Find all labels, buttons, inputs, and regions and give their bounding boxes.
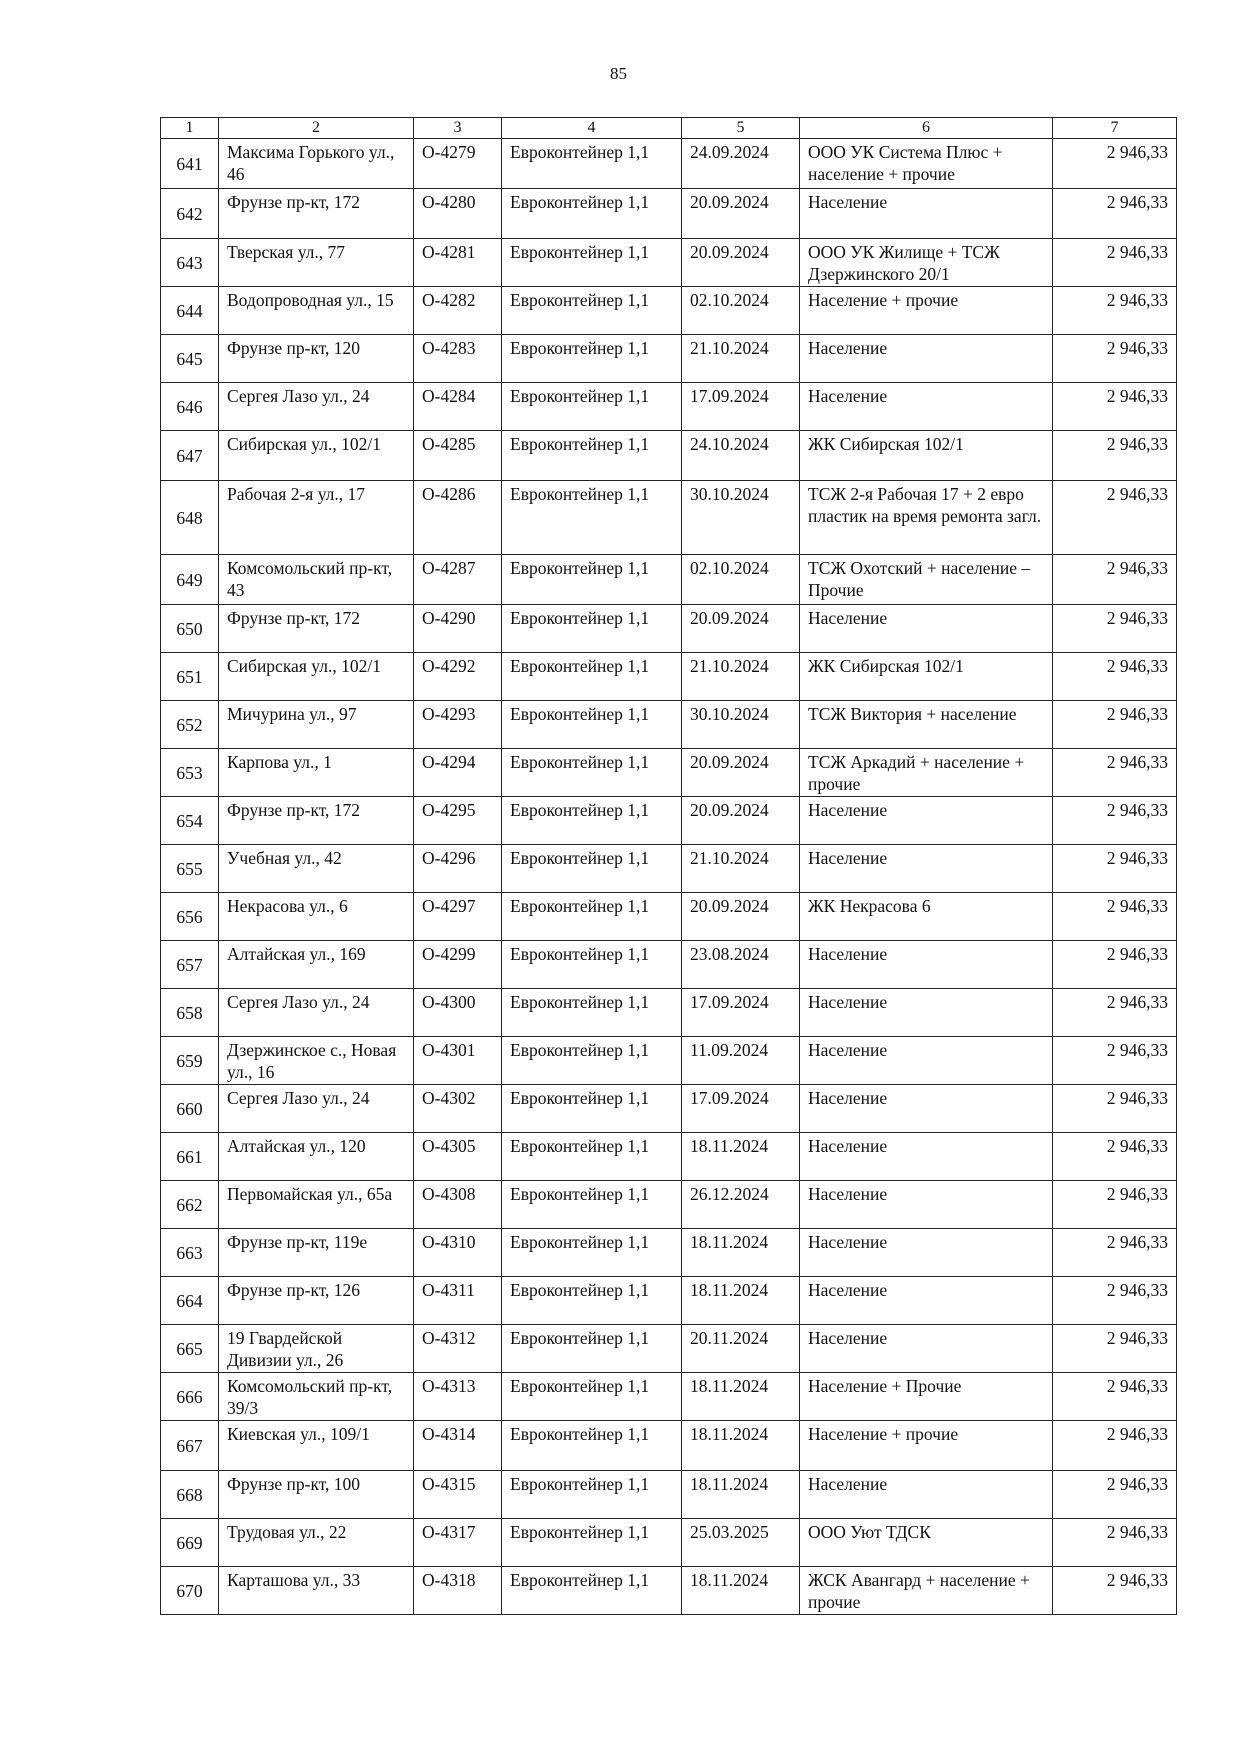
container-cell: Евроконтейнер 1,1 [502,335,682,383]
date-cell: 02.10.2024 [682,287,800,335]
address-cell: Алтайская ул., 169 [219,941,414,989]
date-cell: 26.12.2024 [682,1181,800,1229]
owner-cell: Население [800,1277,1053,1325]
date-cell: 23.08.2024 [682,941,800,989]
table-row [161,1421,1177,1471]
address-cell: Фрунзе пр-кт, 172 [219,189,414,239]
table-row [161,383,1177,431]
owner-cell: Население [800,1471,1053,1519]
row-number: 659 [161,1037,219,1085]
code-cell: О-4285 [414,431,502,481]
code-cell: О-4294 [414,749,502,797]
address-cell: Тверская ул., 77 [219,239,414,287]
owner-cell: Население + Прочие [800,1373,1053,1421]
date-cell: 18.11.2024 [682,1229,800,1277]
code-cell: О-4282 [414,287,502,335]
page-number: 85 [610,64,627,83]
amount-cell: 2 946,33 [1053,239,1177,287]
address-cell: Фрунзе пр-кт, 172 [219,797,414,845]
table-row [161,1181,1177,1229]
amount-cell: 2 946,33 [1053,1519,1177,1567]
code-cell: О-4315 [414,1471,502,1519]
container-cell: Евроконтейнер 1,1 [502,1037,682,1085]
code-cell: О-4286 [414,481,502,555]
row-number: 662 [161,1181,219,1229]
date-cell: 18.11.2024 [682,1373,800,1421]
owner-cell: ТСЖ Аркадий + население + прочие [800,749,1053,797]
container-cell: Евроконтейнер 1,1 [502,1325,682,1373]
amount-cell: 2 946,33 [1053,431,1177,481]
table-row [161,1471,1177,1519]
date-cell: 17.09.2024 [682,989,800,1037]
owner-cell: ООО Уют ТДСК [800,1519,1053,1567]
code-cell: О-4293 [414,701,502,749]
container-cell: Евроконтейнер 1,1 [502,481,682,555]
container-cell: Евроконтейнер 1,1 [502,139,682,189]
code-cell: О-4310 [414,1229,502,1277]
owner-cell: ТСЖ Охотский + население – Прочие [800,555,1053,605]
table-row [161,1567,1177,1615]
address-cell: Алтайская ул., 120 [219,1133,414,1181]
row-number: 642 [161,189,219,239]
amount-cell: 2 946,33 [1053,1373,1177,1421]
table-row [161,189,1177,239]
table-row [161,431,1177,481]
row-number: 667 [161,1421,219,1471]
owner-cell: Население [800,383,1053,431]
row-number: 670 [161,1567,219,1615]
row-number: 641 [161,139,219,189]
code-cell: О-4290 [414,605,502,653]
code-cell: О-4299 [414,941,502,989]
address-cell: Киевская ул., 109/1 [219,1421,414,1471]
code-cell: О-4279 [414,139,502,189]
date-cell: 20.09.2024 [682,239,800,287]
amount-cell: 2 946,33 [1053,1181,1177,1229]
amount-cell: 2 946,33 [1053,287,1177,335]
row-number: 663 [161,1229,219,1277]
amount-cell: 2 946,33 [1053,1421,1177,1471]
amount-cell: 2 946,33 [1053,845,1177,893]
address-cell: Водопроводная ул., 15 [219,287,414,335]
address-cell: Фрунзе пр-кт, 119е [219,1229,414,1277]
code-cell: О-4296 [414,845,502,893]
table-row [161,139,1177,189]
address-cell: Комсомольский пр-кт, 39/3 [219,1373,414,1421]
amount-cell: 2 946,33 [1053,749,1177,797]
amount-cell: 2 946,33 [1053,941,1177,989]
date-cell: 18.11.2024 [682,1567,800,1615]
row-number: 654 [161,797,219,845]
table-row [161,1133,1177,1181]
date-cell: 21.10.2024 [682,653,800,701]
amount-cell: 2 946,33 [1053,1567,1177,1615]
owner-cell: Население [800,1133,1053,1181]
code-cell: О-4314 [414,1421,502,1471]
owner-cell: ООО УК Жилище + ТСЖ Дзержинского 20/1 [800,239,1053,287]
column-header: 2 [219,118,414,139]
container-cell: Евроконтейнер 1,1 [502,1519,682,1567]
address-cell: Сергея Лазо ул., 24 [219,989,414,1037]
row-number: 648 [161,481,219,555]
code-cell: О-4280 [414,189,502,239]
container-cell: Евроконтейнер 1,1 [502,1181,682,1229]
table-row [161,653,1177,701]
container-cell: Евроконтейнер 1,1 [502,605,682,653]
table-row [161,797,1177,845]
address-cell: Фрунзе пр-кт, 172 [219,605,414,653]
owner-cell: Население [800,1085,1053,1133]
table-row [161,1277,1177,1325]
amount-cell: 2 946,33 [1053,1229,1177,1277]
date-cell: 11.09.2024 [682,1037,800,1085]
amount-cell: 2 946,33 [1053,893,1177,941]
address-cell: Сергея Лазо ул., 24 [219,1085,414,1133]
owner-cell: Население [800,605,1053,653]
address-cell: Сибирская ул., 102/1 [219,431,414,481]
table-row [161,989,1177,1037]
container-cell: Евроконтейнер 1,1 [502,653,682,701]
date-cell: 20.09.2024 [682,189,800,239]
amount-cell: 2 946,33 [1053,605,1177,653]
owner-cell: Население [800,1229,1053,1277]
date-cell: 18.11.2024 [682,1277,800,1325]
table-row [161,1085,1177,1133]
code-cell: О-4284 [414,383,502,431]
table-row [161,893,1177,941]
row-number: 664 [161,1277,219,1325]
owner-cell: Население + прочие [800,287,1053,335]
address-cell: Дзержинское с., Новая ул., 16 [219,1037,414,1085]
row-number: 643 [161,239,219,287]
container-cell: Евроконтейнер 1,1 [502,239,682,287]
container-cell: Евроконтейнер 1,1 [502,845,682,893]
table-row [161,605,1177,653]
container-cell: Евроконтейнер 1,1 [502,383,682,431]
column-header: 3 [414,118,502,139]
address-cell: Фрунзе пр-кт, 126 [219,1277,414,1325]
code-cell: О-4305 [414,1133,502,1181]
amount-cell: 2 946,33 [1053,555,1177,605]
owner-cell: ТСЖ 2-я Рабочая 17 + 2 евро пластик на время ремонта загл. [800,481,1053,555]
row-number: 649 [161,555,219,605]
amount-cell: 2 946,33 [1053,653,1177,701]
owner-cell: ТСЖ Виктория + население [800,701,1053,749]
amount-cell: 2 946,33 [1053,1085,1177,1133]
row-number: 660 [161,1085,219,1133]
code-cell: О-4292 [414,653,502,701]
row-number: 645 [161,335,219,383]
code-cell: О-4311 [414,1277,502,1325]
column-header: 6 [800,118,1053,139]
amount-cell: 2 946,33 [1053,1325,1177,1373]
date-cell: 21.10.2024 [682,845,800,893]
row-number: 658 [161,989,219,1037]
container-cell: Евроконтейнер 1,1 [502,797,682,845]
table-row [161,845,1177,893]
column-header: 4 [502,118,682,139]
owner-cell: Население [800,189,1053,239]
container-cell: Евроконтейнер 1,1 [502,1085,682,1133]
date-cell: 25.03.2025 [682,1519,800,1567]
code-cell: О-4317 [414,1519,502,1567]
amount-cell: 2 946,33 [1053,1037,1177,1085]
address-cell: Карпова ул., 1 [219,749,414,797]
row-number: 665 [161,1325,219,1373]
owner-cell: Население + прочие [800,1421,1053,1471]
row-number: 650 [161,605,219,653]
table-row [161,1229,1177,1277]
date-cell: 20.09.2024 [682,605,800,653]
table-row [161,287,1177,335]
table-row [161,1037,1177,1085]
container-cell: Евроконтейнер 1,1 [502,1421,682,1471]
owner-cell: Население [800,989,1053,1037]
date-cell: 24.10.2024 [682,431,800,481]
address-cell: Сибирская ул., 102/1 [219,653,414,701]
table-row [161,335,1177,383]
row-number: 661 [161,1133,219,1181]
row-number: 668 [161,1471,219,1519]
amount-cell: 2 946,33 [1053,139,1177,189]
row-number: 653 [161,749,219,797]
column-header: 7 [1053,118,1177,139]
row-number: 647 [161,431,219,481]
row-number: 646 [161,383,219,431]
amount-cell: 2 946,33 [1053,989,1177,1037]
address-cell: Фрунзе пр-кт, 100 [219,1471,414,1519]
owner-cell: ЖК Сибирская 102/1 [800,653,1053,701]
date-cell: 17.09.2024 [682,1085,800,1133]
container-cell: Евроконтейнер 1,1 [502,941,682,989]
address-cell: Фрунзе пр-кт, 120 [219,335,414,383]
code-cell: О-4301 [414,1037,502,1085]
registry-table [160,117,1177,1615]
date-cell: 02.10.2024 [682,555,800,605]
table-row [161,1325,1177,1373]
row-number: 656 [161,893,219,941]
owner-cell: Население [800,797,1053,845]
table-row [161,749,1177,797]
container-cell: Евроконтейнер 1,1 [502,749,682,797]
owner-cell: Население [800,335,1053,383]
owner-cell: Население [800,1181,1053,1229]
container-cell: Евроконтейнер 1,1 [502,701,682,749]
container-cell: Евроконтейнер 1,1 [502,555,682,605]
address-cell: 19 Гвардейской Дивизии ул., 26 [219,1325,414,1373]
owner-cell: Население [800,1325,1053,1373]
owner-cell: ООО УК Система Плюс + население + прочие [800,139,1053,189]
column-header: 5 [682,118,800,139]
date-cell: 20.09.2024 [682,893,800,941]
code-cell: О-4283 [414,335,502,383]
container-cell: Евроконтейнер 1,1 [502,1229,682,1277]
amount-cell: 2 946,33 [1053,1277,1177,1325]
date-cell: 20.11.2024 [682,1325,800,1373]
owner-cell: Население [800,845,1053,893]
owner-cell: Население [800,1037,1053,1085]
code-cell: О-4297 [414,893,502,941]
date-cell: 30.10.2024 [682,481,800,555]
code-cell: О-4308 [414,1181,502,1229]
date-cell: 18.11.2024 [682,1421,800,1471]
container-cell: Евроконтейнер 1,1 [502,893,682,941]
code-cell: О-4295 [414,797,502,845]
code-cell: О-4281 [414,239,502,287]
date-cell: 20.09.2024 [682,797,800,845]
amount-cell: 2 946,33 [1053,189,1177,239]
address-cell: Комсомольский пр-кт, 43 [219,555,414,605]
amount-cell: 2 946,33 [1053,335,1177,383]
date-cell: 24.09.2024 [682,139,800,189]
owner-cell: ЖК Некрасова 6 [800,893,1053,941]
code-cell: О-4312 [414,1325,502,1373]
container-cell: Евроконтейнер 1,1 [502,1373,682,1421]
row-number: 651 [161,653,219,701]
row-number: 655 [161,845,219,893]
row-number: 652 [161,701,219,749]
column-header: 1 [161,118,219,139]
container-cell: Евроконтейнер 1,1 [502,189,682,239]
row-number: 657 [161,941,219,989]
amount-cell: 2 946,33 [1053,383,1177,431]
table-row [161,701,1177,749]
table-row [161,1373,1177,1421]
table-row [161,1519,1177,1567]
container-cell: Евроконтейнер 1,1 [502,1133,682,1181]
date-cell: 21.10.2024 [682,335,800,383]
address-cell: Карташова ул., 33 [219,1567,414,1615]
table-row [161,941,1177,989]
container-cell: Евроконтейнер 1,1 [502,287,682,335]
container-cell: Евроконтейнер 1,1 [502,1277,682,1325]
row-number: 644 [161,287,219,335]
code-cell: О-4300 [414,989,502,1037]
address-cell: Сергея Лазо ул., 24 [219,383,414,431]
date-cell: 17.09.2024 [682,383,800,431]
container-cell: Евроконтейнер 1,1 [502,1567,682,1615]
amount-cell: 2 946,33 [1053,1471,1177,1519]
row-number: 666 [161,1373,219,1421]
address-cell: Некрасова ул., 6 [219,893,414,941]
address-cell: Трудовая ул., 22 [219,1519,414,1567]
code-cell: О-4302 [414,1085,502,1133]
address-cell: Рабочая 2-я ул., 17 [219,481,414,555]
address-cell: Первомайская ул., 65а [219,1181,414,1229]
date-cell: 18.11.2024 [682,1471,800,1519]
date-cell: 18.11.2024 [682,1133,800,1181]
table-row [161,239,1177,287]
amount-cell: 2 946,33 [1053,1133,1177,1181]
row-number: 669 [161,1519,219,1567]
code-cell: О-4318 [414,1567,502,1615]
header-row [161,118,1177,139]
table-row [161,481,1177,555]
amount-cell: 2 946,33 [1053,797,1177,845]
address-cell: Мичурина ул., 97 [219,701,414,749]
code-cell: О-4287 [414,555,502,605]
container-cell: Евроконтейнер 1,1 [502,1471,682,1519]
date-cell: 30.10.2024 [682,701,800,749]
address-cell: Учебная ул., 42 [219,845,414,893]
owner-cell: ЖК Сибирская 102/1 [800,431,1053,481]
date-cell: 20.09.2024 [682,749,800,797]
code-cell: О-4313 [414,1373,502,1421]
container-cell: Евроконтейнер 1,1 [502,989,682,1037]
amount-cell: 2 946,33 [1053,701,1177,749]
table-row [161,555,1177,605]
address-cell: Максима Горького ул., 46 [219,139,414,189]
container-cell: Евроконтейнер 1,1 [502,431,682,481]
owner-cell: Население [800,941,1053,989]
owner-cell: ЖСК Авангард + население + прочие [800,1567,1053,1615]
amount-cell: 2 946,33 [1053,481,1177,555]
